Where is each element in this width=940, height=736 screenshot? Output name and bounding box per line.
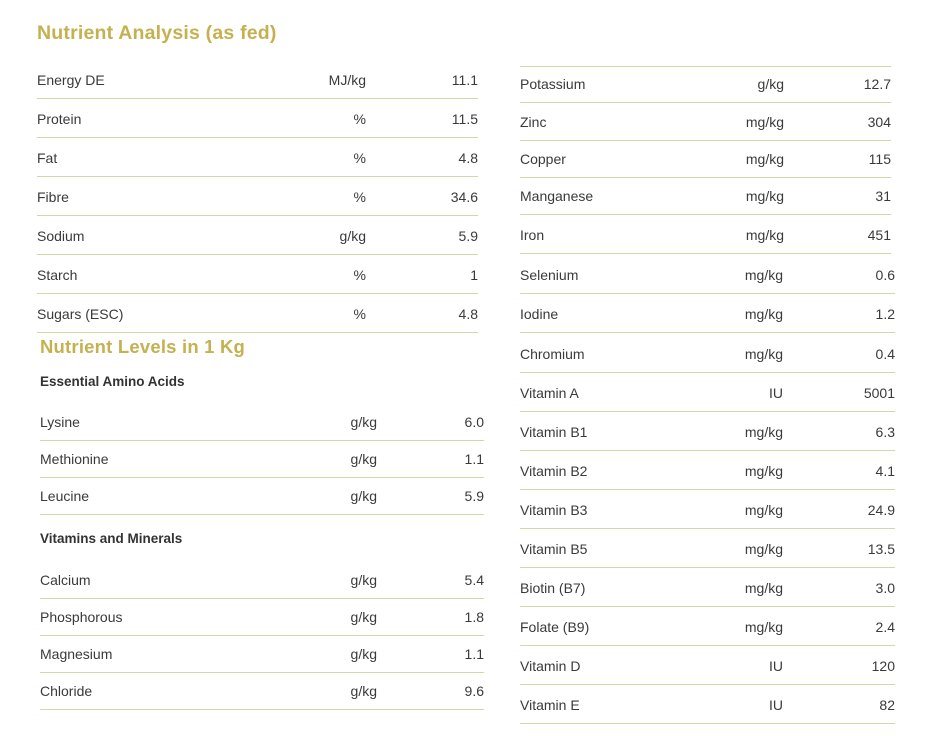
nutrient-value: 4.8 bbox=[458, 150, 478, 166]
table-row bbox=[520, 64, 891, 103]
nutrient-name: Vitamin B5 bbox=[520, 541, 588, 557]
table-row bbox=[520, 685, 895, 724]
nutrient-unit: g/kg bbox=[350, 488, 377, 504]
nutrient-value: 9.6 bbox=[464, 683, 484, 699]
nutrient-value: 1.2 bbox=[875, 306, 895, 322]
nutrient-name: Iron bbox=[520, 227, 545, 243]
nutrient-unit: MJ/kg bbox=[328, 72, 366, 88]
nutrient-unit: g/kg bbox=[350, 683, 377, 699]
table-row bbox=[520, 373, 895, 412]
table-row bbox=[37, 177, 478, 216]
table-row bbox=[520, 255, 895, 294]
table-row bbox=[520, 176, 891, 215]
nutrient-value: 12.7 bbox=[863, 76, 891, 92]
nutrient-unit: % bbox=[353, 111, 366, 127]
nutrient-name: Energy DE bbox=[37, 72, 105, 88]
nutrient-name: Sodium bbox=[37, 228, 85, 244]
nutrient-unit: g/kg bbox=[350, 572, 377, 588]
nutrient-value: 2.4 bbox=[875, 619, 895, 635]
nutrient-value: 5.4 bbox=[464, 572, 484, 588]
nutrient-unit: mg/kg bbox=[744, 541, 783, 557]
table-row bbox=[40, 560, 484, 599]
nutrient-value: 5.9 bbox=[458, 228, 478, 244]
nutrient-unit: mg/kg bbox=[744, 306, 783, 322]
nutrient-value: 82 bbox=[879, 697, 895, 713]
table-row bbox=[520, 334, 895, 373]
nutrient-name: Calcium bbox=[40, 572, 91, 588]
nutrient-value: 120 bbox=[871, 658, 895, 674]
table-row bbox=[40, 671, 484, 710]
nutrient-value: 1.1 bbox=[464, 646, 484, 662]
nutrient-value: 1 bbox=[470, 267, 478, 283]
nutrient-analysis-title: Nutrient Analysis (as fed) bbox=[37, 22, 277, 44]
nutrient-value: 6.3 bbox=[875, 424, 895, 440]
nutrient-name: Chloride bbox=[40, 683, 93, 699]
nutrient-name: Fat bbox=[37, 150, 58, 166]
nutrient-value: 5.9 bbox=[464, 488, 484, 504]
table-row bbox=[37, 255, 478, 294]
nutrient-name: Copper bbox=[520, 151, 566, 167]
nutrient-name: Potassium bbox=[520, 76, 586, 92]
nutrient-name: Manganese bbox=[520, 188, 594, 204]
table-row bbox=[37, 60, 478, 99]
nutrient-value: 4.1 bbox=[875, 463, 895, 479]
nutrient-value: 1.8 bbox=[464, 609, 484, 625]
table-row bbox=[520, 607, 895, 646]
nutrient-name: Methionine bbox=[40, 451, 109, 467]
table-row bbox=[520, 646, 895, 685]
table-row bbox=[40, 634, 484, 673]
nutrient-unit: mg/kg bbox=[745, 227, 784, 243]
table-row bbox=[37, 294, 478, 333]
table-row bbox=[520, 490, 895, 529]
nutrient-unit: g/kg bbox=[350, 451, 377, 467]
nutrient-value: 4.8 bbox=[458, 306, 478, 322]
table-row bbox=[520, 139, 891, 178]
nutrient-value: 304 bbox=[867, 114, 891, 130]
nutrient-value: 24.9 bbox=[867, 502, 895, 518]
nutrient-unit: IU bbox=[769, 658, 783, 674]
nutrient-name: Leucine bbox=[40, 488, 90, 504]
nutrient-name: Protein bbox=[37, 111, 82, 127]
nutrient-name: Sugars (ESC) bbox=[37, 306, 124, 322]
nutrient-value: 3.0 bbox=[875, 580, 895, 596]
nutrient-value: 5001 bbox=[863, 385, 895, 401]
nutrient-name: Vitamin B3 bbox=[520, 502, 588, 518]
nutrient-unit: mg/kg bbox=[744, 463, 783, 479]
nutrient-unit: mg/kg bbox=[744, 502, 783, 518]
nutrient-name: Chromium bbox=[520, 346, 585, 362]
nutrient-value: 0.6 bbox=[875, 267, 895, 283]
nutrient-unit: g/kg bbox=[350, 646, 377, 662]
table-row bbox=[520, 215, 891, 254]
table-row bbox=[40, 476, 484, 515]
table-row bbox=[40, 597, 484, 636]
table-row bbox=[37, 216, 478, 255]
nutrient-name: Zinc bbox=[520, 114, 547, 130]
nutrient-value: 11.5 bbox=[451, 111, 478, 127]
nutrient-unit: g/kg bbox=[350, 609, 377, 625]
nutrient-name: Iodine bbox=[520, 306, 559, 322]
nutrient-unit: % bbox=[353, 306, 366, 322]
nutrient-unit: mg/kg bbox=[744, 619, 783, 635]
nutrient-name: Fibre bbox=[37, 189, 69, 205]
nutrient-value: 13.5 bbox=[867, 541, 895, 557]
nutrient-value: 115 bbox=[868, 151, 891, 167]
nutrient-unit: IU bbox=[769, 385, 783, 401]
table-row bbox=[40, 402, 484, 441]
nutrient-value: 6.0 bbox=[464, 414, 484, 430]
nutrient-value: 451 bbox=[867, 227, 891, 243]
nutrient-unit: g/kg bbox=[757, 76, 784, 92]
table-row bbox=[520, 412, 895, 451]
nutrient-name: Vitamin E bbox=[520, 697, 580, 713]
nutrient-unit: mg/kg bbox=[744, 580, 783, 596]
nutrient-name: Biotin (B7) bbox=[520, 580, 586, 596]
table-row bbox=[520, 294, 895, 333]
nutrient-name: Selenium bbox=[520, 267, 579, 283]
nutrient-unit: % bbox=[353, 267, 366, 283]
nutrient-unit: mg/kg bbox=[745, 188, 784, 204]
nutrient-unit: % bbox=[353, 189, 366, 205]
nutrient-levels-title: Nutrient Levels in 1 Kg bbox=[40, 336, 246, 357]
nutrient-unit: g/kg bbox=[339, 228, 366, 244]
nutrient-unit: IU bbox=[769, 697, 783, 713]
table-row bbox=[40, 439, 484, 478]
nutrient-value: 1.1 bbox=[464, 451, 484, 467]
nutrient-name: Vitamin B1 bbox=[520, 424, 588, 440]
nutrient-name: Phosphorous bbox=[40, 609, 123, 625]
vitamins-minerals-heading: Vitamins and Minerals bbox=[40, 531, 183, 546]
nutrient-unit: mg/kg bbox=[744, 346, 783, 362]
nutrient-unit: mg/kg bbox=[745, 114, 784, 130]
nutrient-value: 11.1 bbox=[451, 72, 478, 88]
nutrient-unit: mg/kg bbox=[744, 267, 783, 283]
amino-acids-heading: Essential Amino Acids bbox=[40, 374, 185, 389]
nutrient-name: Lysine bbox=[40, 414, 80, 430]
nutrient-name: Vitamin D bbox=[520, 658, 581, 674]
table-row bbox=[37, 99, 478, 138]
nutrient-unit: mg/kg bbox=[744, 424, 783, 440]
nutrient-unit: mg/kg bbox=[745, 151, 784, 167]
nutrient-name: Folate (B9) bbox=[520, 619, 590, 635]
table-row bbox=[520, 529, 895, 568]
nutrient-value: 34.6 bbox=[450, 189, 478, 205]
nutrient-name: Magnesium bbox=[40, 646, 113, 662]
nutrient-value: 0.4 bbox=[875, 346, 895, 362]
nutrient-name: Vitamin A bbox=[520, 385, 579, 401]
nutrient-unit: g/kg bbox=[350, 414, 377, 430]
table-row bbox=[520, 451, 895, 490]
nutrient-value: 31 bbox=[875, 188, 891, 204]
nutrient-unit: % bbox=[353, 150, 366, 166]
table-row bbox=[520, 568, 895, 607]
table-row bbox=[37, 138, 478, 177]
nutrient-name: Starch bbox=[37, 267, 78, 283]
nutrient-name: Vitamin B2 bbox=[520, 463, 588, 479]
table-row bbox=[520, 102, 891, 141]
